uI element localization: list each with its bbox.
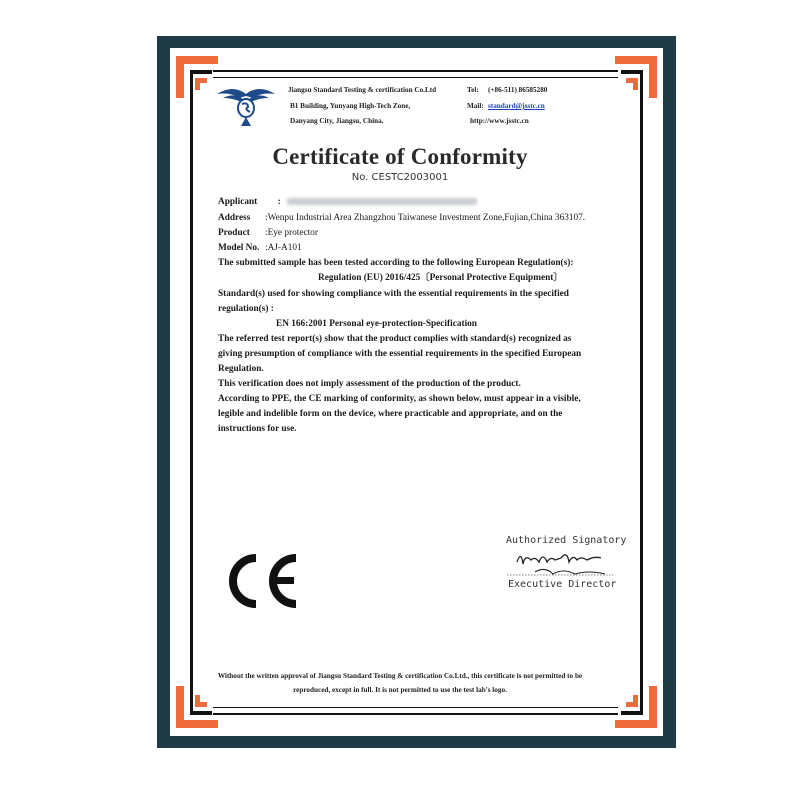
model-row [218, 241, 302, 255]
body-line-8: Regulation. [218, 364, 264, 374]
product-label: Product [218, 228, 250, 238]
org-name: Jiangsu Standard Testing & certification Co.Ltd [288, 86, 437, 94]
body-line-11: legible and indelible form on the device, where practicable and appropriate, and on the [218, 409, 563, 419]
tel-value: (+86-511) 86585280 [488, 86, 548, 94]
body-line-6: The referred test report(s) show that the product complies with standard(s) recognized as [218, 334, 572, 344]
org-address-line1: B1 Building, Yunyang High-Tech Zone, [290, 102, 411, 110]
website-link[interactable]: http://www.jsstc.cn [470, 117, 529, 125]
body-line-4: regulation(s) : [218, 304, 274, 314]
body-line-3: Standard(s) used for showing compliance with the essential requirements in the specified [218, 289, 569, 299]
model-value: :AJ-A101 [265, 243, 302, 253]
org-address-line2: Danyang City, Jiangsu, China. [290, 117, 384, 125]
product-row [218, 226, 318, 240]
handwritten-signature [505, 544, 615, 580]
executive-director-label: Executive Director [508, 579, 617, 590]
border-top [213, 70, 618, 72]
body-line-7: giving presumption of compliance with the essential requirements in the specified European [218, 349, 582, 359]
address-value: :Wenpu Industrial Area Zhangzhou Taiwanese Investment Zone,Fujian,China 363107. [265, 213, 586, 223]
ce-mark-icon [222, 550, 302, 612]
applicant-row: Applicant : [218, 195, 477, 209]
body-line-12: instructions for use. [218, 424, 297, 434]
body-line-10: According to PPE, the CE marking of conformity, as shown below, must appear in a visible, [218, 394, 581, 404]
body-line-2: Regulation (EU) 2016/425〔Personal Protective Equipment〕 [318, 273, 563, 283]
border-bottom-inner [213, 707, 618, 708]
mail-link[interactable]: standard@jsstc.cn [488, 102, 545, 110]
body-line-9: This verification does not imply assessment of the production of the product. [218, 379, 521, 389]
body-line-1: The submitted sample has been tested according to the following European Regulation(s): [218, 258, 574, 268]
address-row [218, 211, 585, 225]
authorized-signatory-label: Authorized Signatory [506, 535, 627, 546]
certificate-title: Certificate of Conformity [272, 144, 528, 169]
address-label: Address [218, 213, 251, 223]
footer-line-1: Without the written approval of Jiangsu Standard Testing & certification Co.Ltd., this certificate is not permitted to be [217, 672, 583, 680]
tel-label: Tel: [467, 86, 479, 94]
product-value: :Eye protector [265, 228, 318, 238]
certificate-number: No. CESTC2003001 [351, 172, 449, 183]
border-bottom [213, 713, 618, 715]
footer-line-2: reproduced, except in full. It is not permitted to use the test lab's logo. [293, 686, 507, 694]
eagle-emblem-logo [215, 80, 277, 128]
model-label: Model No. [218, 243, 260, 253]
mail-label: Mail: [467, 102, 484, 110]
border-top-inner [213, 77, 618, 78]
body-line-5: EN 166:2001 Personal eye-protection-Specification [276, 319, 477, 329]
applicant-value-redacted [287, 198, 477, 205]
applicant-label: Applicant [218, 197, 258, 207]
